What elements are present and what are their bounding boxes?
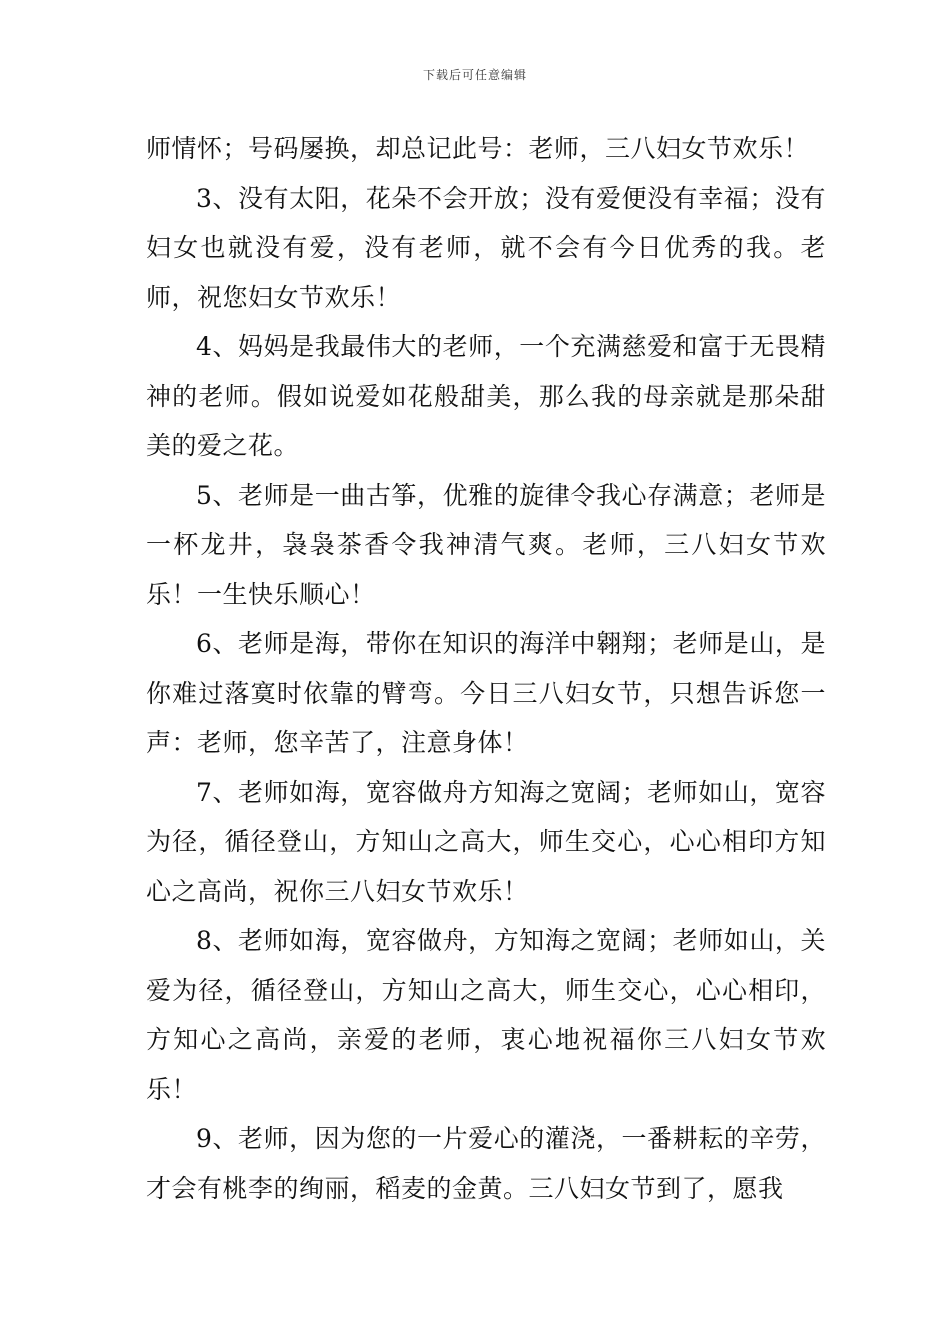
page-header: 下载后可任意编辑 [422, 68, 527, 82]
paragraph-item-3: 3、没有太阳，花朵不会开放；没有爱便没有幸福；没有妇女也就没有爱，没有老师，就不会有今日优秀的我。老师，祝您妇女节欢乐！ [146, 183, 826, 312]
paragraph-item-8: 8、老师如海，宽容做舟，方知海之宽阔；老师如山，关爱为径，循径登山，方知山之高大，师生交心，心心相印，方知心之高尚，亲爱的老师，衷心地祝福你三八妇女节欢乐！ [146, 926, 826, 1104]
paragraph-item-4: 4、妈妈是我最伟大的老师，一个充满慈爱和富于无畏精神的老师。假如说爱如花般甜美，那么我的母亲就是那朵甜美的爱之花。 [146, 332, 826, 460]
paragraph-item-7: 7、老师如海，宽容做舟方知海之宽阔；老师如山，宽容为径，循径登山，方知山之高大，师生交心，心心相印方知心之高尚，祝你三八妇女节欢乐！ [146, 777, 826, 906]
paragraph-continuation: 师情怀；号码屡换，却总记此号：老师，三八妇女节欢乐！ [146, 134, 810, 163]
paragraph-item-9: 9、老师，因为您的一片爱心的灌浇，一番耕耘的辛劳，才会有桃李的绚丽，稻麦的金黄。三八妇女节到了，愿我 [146, 1124, 826, 1203]
paragraph-item-6: 6、老师是海，带你在知识的海洋中翱翔；老师是山，是你难过落寞时依靠的臂弯。今日三八妇女节，只想告诉您一声：老师，您辛苦了，注意身体！ [146, 629, 826, 757]
paragraph-item-5: 5、老师是一曲古筝，优雅的旋律令我心存满意；老师是一杯龙井，袅袅茶香令我神清气爽。老师，三八妇女节欢乐！一生快乐顺心！ [146, 480, 826, 609]
document-body [146, 124, 826, 1213]
